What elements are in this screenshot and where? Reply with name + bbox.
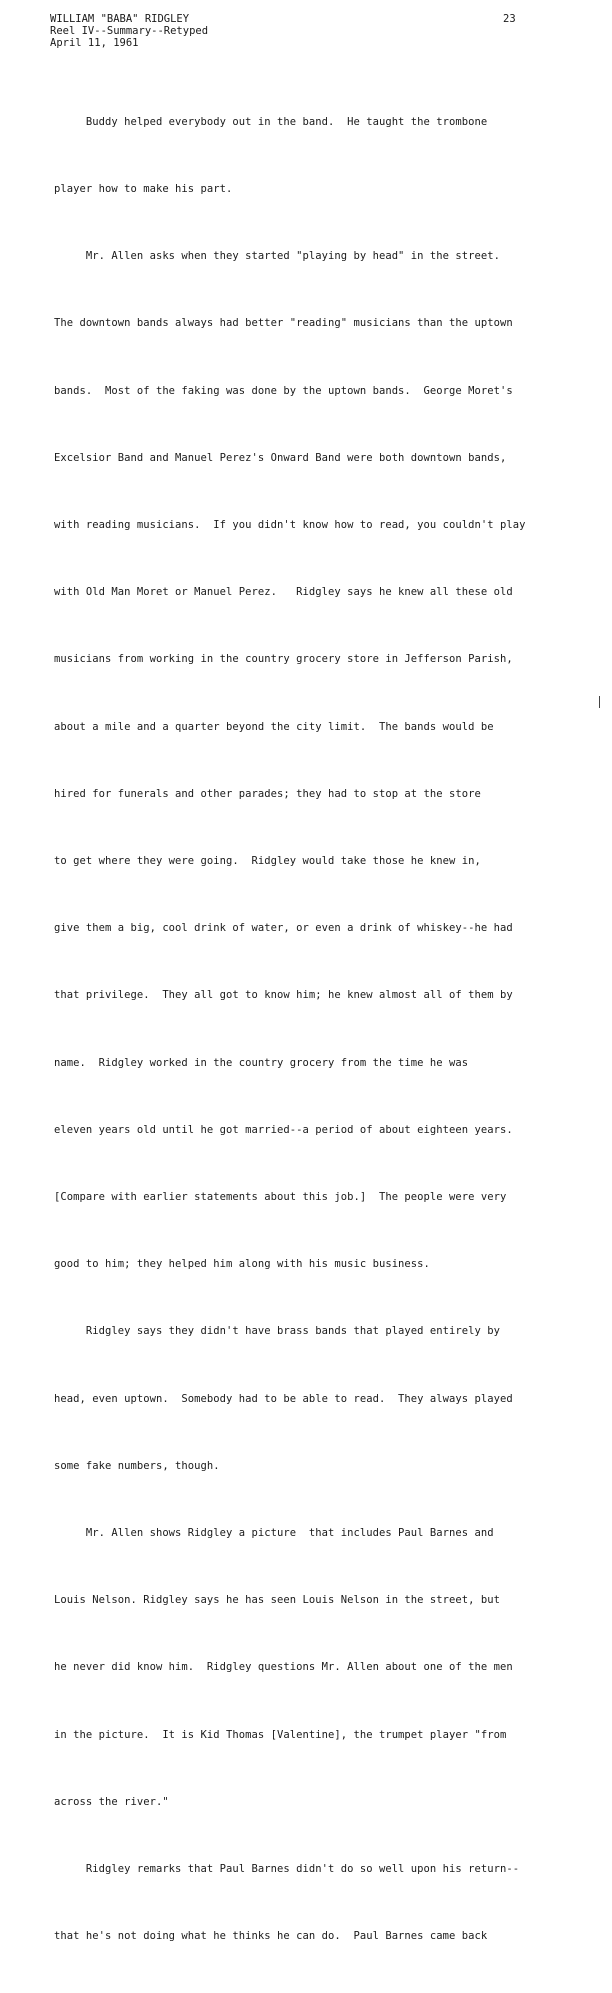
text-line: The downtown bands always had better "reading" musicians than the uptown bbox=[54, 317, 513, 330]
text-line: he never did know him. Ridgley questions Mr. Allen about one of the men bbox=[54, 1661, 513, 1674]
text-line: eleven years old until he got married--a period of about eighteen years. bbox=[54, 1123, 513, 1136]
text-line: across the river." bbox=[54, 1795, 169, 1808]
text-line: Buddy helped everybody out in the band. He taught the trombone bbox=[54, 115, 488, 128]
text-line: some fake numbers, though. bbox=[54, 1459, 220, 1472]
text-line: Mr. Allen asks when they started "playing by head" in the street. bbox=[54, 250, 501, 263]
text-line: Mr. Allen shows Ridgley a picture that includes Paul Barnes and bbox=[54, 1527, 494, 1540]
text-line: bands. Most of the faking was done by the uptown bands. George Moret's bbox=[54, 384, 513, 397]
text-line: hired for funerals and other parades; they had to stop at the store bbox=[54, 787, 481, 800]
text-line: with Old Man Moret or Manuel Perez. Ridgley says he knew all these old bbox=[54, 586, 513, 599]
margin-mark bbox=[599, 696, 600, 708]
page-number: 23 bbox=[503, 13, 516, 25]
text-line: Ridgley remarks that Paul Barnes didn't do so well upon his return-- bbox=[54, 1863, 520, 1876]
text-line: Louis Nelson. Ridgley says he has seen Louis Nelson in the street, but bbox=[54, 1594, 501, 1607]
text-line: to get where they were going. Ridgley would take those he knew in, bbox=[54, 855, 481, 868]
text-line: that he's not doing what he thinks he can do. Paul Barnes came back bbox=[54, 1930, 488, 1943]
text-line: Excelsior Band and Manuel Perez's Onward Band were both downtown bands, bbox=[54, 451, 507, 464]
text-line: that privilege. They all got to know him; he knew almost all of them by bbox=[54, 989, 513, 1002]
header-reel-info: Reel IV--Summary--Retyped bbox=[50, 25, 209, 37]
text-line: good to him; they helped him along with his music business. bbox=[54, 1258, 430, 1271]
text-line: in the picture. It is Kid Thomas [Valentine], the trumpet player "from bbox=[54, 1728, 507, 1741]
header-date: April 11, 1961 bbox=[50, 37, 139, 49]
document-header bbox=[50, 13, 208, 49]
text-line: [Compare with earlier statements about this job.] The people were very bbox=[54, 1191, 507, 1204]
text-line: Ridgley says they didn't have brass bands that played entirely by bbox=[54, 1325, 501, 1338]
text-line: about a mile and a quarter beyond the city limit. The bands would be bbox=[54, 720, 494, 733]
text-line: player how to make his part. bbox=[54, 183, 233, 196]
text-line: give them a big, cool drink of water, or even a drink of whiskey--he had bbox=[54, 922, 513, 935]
text-line: name. Ridgley worked in the country grocery from the time he was bbox=[54, 1056, 469, 1069]
text-line: musicians from working in the country grocery store in Jefferson Parish, bbox=[54, 653, 513, 666]
text-line: with reading musicians. If you didn't know how to read, you couldn't play bbox=[54, 519, 526, 532]
body-text bbox=[54, 66, 594, 1993]
header-interviewee-name: WILLIAM "BABA" RIDGLEY bbox=[50, 13, 190, 25]
text-line: head, even uptown. Somebody had to be able to read. They always played bbox=[54, 1392, 513, 1405]
